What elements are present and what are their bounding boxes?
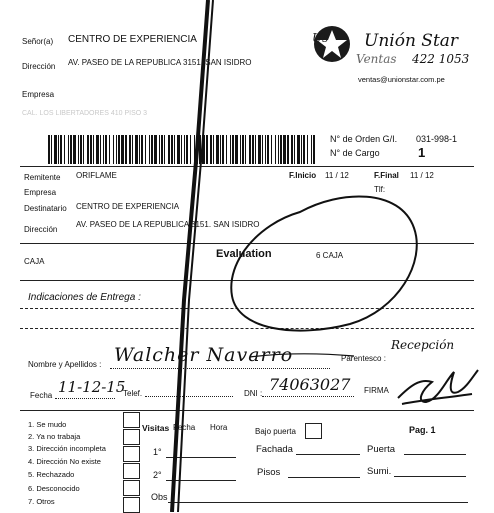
pisos-label: Pisos	[257, 467, 281, 478]
page-number: Pag. 1	[409, 425, 436, 435]
direccion-value: AV. PASEO DE LA REPUBLICA 3151. SAN ISIDRO	[68, 58, 252, 67]
barcode	[48, 135, 316, 164]
motivo-checkbox[interactable]	[123, 463, 140, 479]
bajo-puerta-label: Bajo puerta	[255, 427, 296, 436]
cargo-label: N° de Cargo	[330, 148, 380, 158]
caja-label: CAJA	[24, 257, 45, 266]
telef-label: Telef.	[123, 389, 143, 398]
brand-phone: 422 1053	[412, 52, 470, 66]
visita-primera: 1°	[153, 447, 162, 457]
fecha-label: Fecha	[30, 391, 53, 400]
tlf-label: Tlf:	[374, 185, 386, 194]
motivo-item: 3. Dirección incompleta	[28, 444, 106, 453]
senor-label: Señor(a)	[22, 37, 54, 46]
brand-name: Unión Star	[364, 31, 459, 51]
brand-email: ventas@unionstar.com.pe	[358, 75, 445, 84]
direccion-label-2: Dirección	[24, 225, 58, 234]
motivo-item: 7. Otros	[28, 497, 55, 506]
parentesco-label: Parentesco :	[341, 354, 386, 363]
nombre-label: Nombre y Apellidos :	[28, 360, 102, 369]
orden-label: N° de Orden G/I.	[330, 134, 398, 144]
remitente-value: ORIFLAME	[76, 171, 117, 180]
nombre-value: Walcher Navarro	[114, 344, 294, 366]
motivo-checkbox[interactable]	[123, 497, 140, 513]
remitente-label: Remitente	[24, 173, 61, 182]
motivo-item: 5. Rechazado	[28, 470, 75, 479]
cantidad-value: 6 CAJA	[316, 251, 344, 260]
evaluation-watermark: Evaluation	[216, 248, 272, 260]
star-logo-icon	[306, 24, 356, 66]
visita-segunda: 2°	[153, 470, 162, 480]
empresa-label-2: Empresa	[24, 188, 57, 197]
fecha-col: Fecha	[173, 423, 196, 432]
suministro-label: Sumi.	[367, 466, 392, 477]
motivo-item: 1. Se mudo	[28, 420, 67, 429]
destinatario-label: Destinatario	[24, 204, 67, 213]
obs-label: Obs	[151, 492, 168, 502]
ffinal-label: F.Final	[374, 171, 399, 180]
motivo-item: 2. Ya no trabaja	[28, 432, 81, 441]
finicio-value: 11 / 12	[325, 171, 349, 180]
fachada-label: Fachada	[256, 444, 293, 455]
cargo-value: 1	[418, 145, 426, 160]
signature-scribble	[392, 360, 484, 410]
motivo-item: 4. Dirección No existe	[28, 457, 101, 466]
puerta-label: Puerta	[367, 444, 395, 455]
bajo-puerta-checkbox[interactable]	[305, 423, 322, 439]
parentesco-value: Recepción	[391, 338, 455, 352]
motivo-item: 6. Desconocido	[28, 484, 80, 493]
visitas-label: Visitas	[142, 423, 170, 433]
fecha-value: 11-12-15	[58, 378, 126, 396]
finicio-label: F.Inicio	[289, 171, 317, 180]
direccion-value-2: AV. PASEO DE LA REPUBLICA 3151. SAN ISIDRO	[76, 220, 260, 229]
hora-col: Hora	[210, 423, 228, 432]
motivo-checkbox[interactable]	[123, 446, 140, 462]
motivo-checkbox[interactable]	[123, 429, 140, 445]
dni-label: DNI :	[244, 389, 263, 398]
dni-value: 74063027	[269, 375, 351, 394]
motivo-checkbox[interactable]	[123, 480, 140, 496]
destinatario-value: CENTRO DE EXPERIENCIA	[76, 202, 180, 211]
indicaciones-label: Indicaciones de Entrega :	[28, 292, 141, 303]
motivo-checkbox[interactable]	[123, 412, 140, 428]
orden-value: 031-998-1	[416, 134, 458, 144]
direccion-label: Dirección	[22, 62, 56, 71]
ffinal-value: 11 / 12	[410, 171, 434, 180]
senor-value: CENTRO DE EXPERIENCIA	[68, 34, 197, 45]
svg-text:Us: Us	[312, 31, 329, 45]
empresa-label: Empresa	[22, 90, 55, 99]
firma-label: FIRMA	[364, 386, 389, 395]
faded-address: CAL. LOS LIBERTADORES 410 PISO 3	[22, 110, 148, 117]
brand-ventas: Ventas	[356, 52, 397, 66]
